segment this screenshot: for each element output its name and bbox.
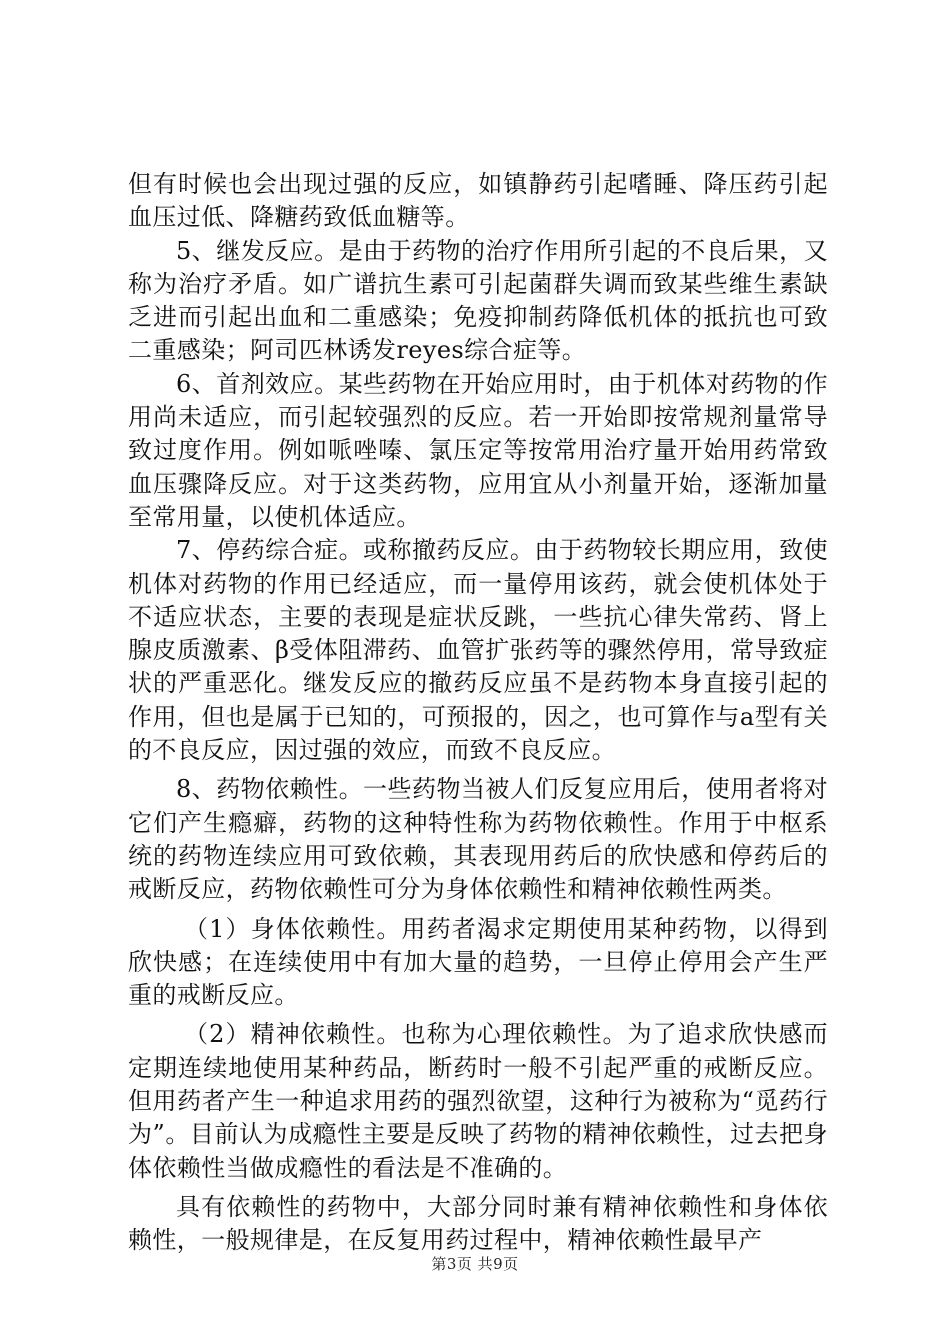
paragraph-continuation: 但有时候也会出现过强的反应，如镇静药引起嗜睡、降压药引起血压过低、降糖药致低血糖等。 [128, 170, 828, 232]
paragraph-physical-dependence: （1）身体依赖性。用药者渴求定期使用某种药物，以得到欣快感；在连续使用中有加大量的趋势，一旦停止停用会产生严重的戒断反应。 [128, 914, 828, 1010]
paragraph-first-dose-effect: 6、首剂效应。某些药物在开始应用时，由于机体对药物的作用尚未适应，而引起较强烈的反应。若一开始即按常规剂量常导致过度作用。例如哌唑嗪、氯压定等按常用治疗量开始用药常致血压骤降反应。对于这类药物，应用宜从小剂量开始，逐渐加量至常用量，以使机体适应。 [128, 369, 828, 531]
paragraph-psychological-dependence: （2）精神依赖性。也称为心理依赖性。为了追求欣快感而定期连续地使用某种药品，断药时一般不引起严重的戒断反应。但用药者产生一种追求用药的强烈欲望，这种行为被称为“觅药行为”。目前认为成瘾性主要是反映了药物的精神依赖性，过去把身体依赖性当做成瘾性的看法是不准确的。 [128, 1020, 828, 1182]
paragraph-dependence-pattern: 具有依赖性的药物中，大部分同时兼有精神依赖性和身体依赖性，一般规律是，在反复用药过程中，精神依赖性最早产 [128, 1192, 828, 1255]
document-body [128, 168, 828, 1258]
paragraph-drug-dependence: 8、药物依赖性。一些药物当被人们反复应用后，使用者将对它们产生瘾癖，药物的这种特性称为药物依赖性。作用于中枢系统的药物连续应用可致依赖，其表现用药后的欣快感和停药后的戒断反应，药物依赖性可分为身体依赖性和精神依赖性两类。 [128, 775, 828, 904]
paragraph-withdrawal-syndrome: 7、停药综合症。或称撤药反应。由于药物较长期应用，致使机体对药物的作用已经适应，而一量停用该药，就会使机体处于不适应状态，主要的表现是症状反跳，一些抗心律失常药、肾上腺皮质激素、β受体阻滞药、血管扩张药等的骤然停用，常导致症状的严重恶化。继发反应的撤药反应虽不是药物本身直接引起的作用，但也是属于已知的，可预报的，因之，也可算作与a型有关的不良反应，因过强的效应，而致不良反应。 [128, 536, 828, 765]
page-number-footer: 第3页 共9页 [431, 1255, 519, 1273]
paragraph-secondary-reaction: 5、继发反应。是由于药物的治疗作用所引起的不良后果，又称为治疗矛盾。如广谱抗生素可引起菌群失调而致某些维生素缺乏进而引起出血和二重感染；免疫抑制药降低机体的抵抗也可致二重感染；阿司匹林诱发reyes综合症等。 [128, 236, 828, 365]
